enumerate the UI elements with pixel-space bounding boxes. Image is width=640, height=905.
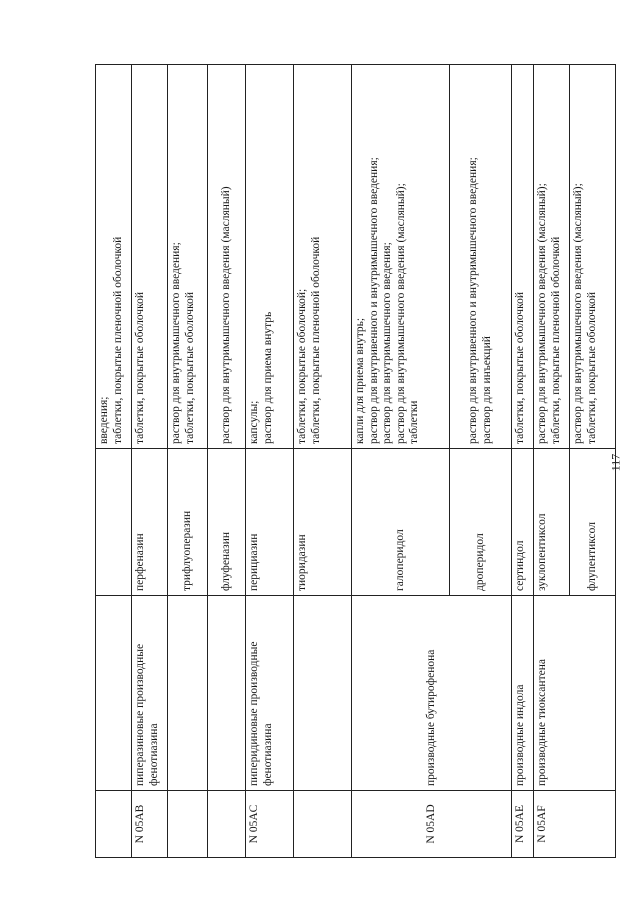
group-cell — [96, 596, 132, 791]
drug-name-cell — [450, 449, 512, 596]
group-name: производные бутирофенона — [424, 649, 437, 786]
drug-name-cell — [534, 449, 570, 596]
table-row — [294, 65, 352, 858]
atc-code-cell — [534, 791, 616, 858]
dosage-form-line: раствор для приема внутрь — [261, 311, 274, 444]
drug-registry-table — [95, 64, 616, 858]
dosage-form-line: раствор для инъекций — [480, 336, 493, 444]
drug-name: перициазин — [248, 533, 260, 591]
table-row — [534, 65, 570, 858]
drug-name: сертиндол — [514, 540, 526, 591]
group-name: производные индола — [514, 684, 526, 786]
atc-code: N 05AD — [424, 804, 437, 844]
atc-code-cell — [512, 791, 534, 858]
dosage-form-line: таблетки, покрытые пленочной оболочкой — [111, 236, 124, 444]
dosage-form-line: раствор для внутривенного и внутримышечного введения; — [466, 157, 479, 444]
table-row — [96, 65, 132, 858]
group-cell — [352, 596, 512, 791]
dosage-forms-cell — [294, 65, 352, 449]
group-name: пиперазиновые производные фенотиазина — [134, 643, 160, 786]
atc-code-cell — [168, 791, 208, 858]
drug-name: галоперидол — [393, 529, 406, 591]
atc-code-cell — [352, 791, 512, 858]
group-cell — [246, 596, 294, 791]
dosage-form-line: таблетки, покрытые оболочкой — [134, 292, 146, 444]
group-cell — [512, 596, 534, 791]
dosage-forms-cell — [168, 65, 208, 449]
drug-name-cell — [352, 449, 450, 596]
drug-name-cell — [96, 449, 132, 596]
dosage-form-line: раствор для внутримышечного введения (масляный); — [394, 183, 407, 444]
drug-name-cell — [294, 449, 352, 596]
drug-name: трифлуоперазин — [180, 510, 193, 591]
atc-code-cell — [246, 791, 294, 858]
dosage-form-line: раствор для внутримышечного введения (масляный); — [572, 183, 584, 444]
table-row — [168, 65, 208, 858]
dosage-forms-cell — [246, 65, 294, 449]
atc-code: N 05AF — [536, 805, 548, 843]
atc-code-cell — [132, 791, 168, 858]
drug-name-cell — [246, 449, 294, 596]
drug-name: тиоридазин — [296, 534, 308, 591]
atc-code-cell — [96, 791, 132, 858]
dosage-forms-cell — [208, 65, 246, 449]
drug-name: флупентиксол — [585, 522, 598, 591]
dosage-forms-cell — [570, 65, 616, 449]
dosage-form-line: таблетки, покрытые оболочкой — [585, 292, 598, 444]
dosage-form-line: таблетки, покрытые пленочной оболочкой — [549, 236, 562, 444]
group-cell — [132, 596, 168, 791]
drug-name: дроперидол — [473, 533, 486, 591]
dosage-form-line: раствор для внутримышечного введения; — [170, 242, 182, 444]
dosage-form-line: раствор для внутривенного и внутримышечного введения; — [367, 157, 380, 444]
atc-code-cell — [294, 791, 352, 858]
dosage-forms-cell — [512, 65, 534, 449]
drug-name-cell — [208, 449, 246, 596]
drug-name: зуклопентиксол — [536, 513, 548, 591]
dosage-form-line: раствор для внутримышечного введения (масляный); — [536, 183, 548, 444]
dosage-form-line: раствор для внутримышечного введения; — [381, 242, 394, 444]
table-row — [208, 65, 246, 858]
drug-name: флуфеназин — [219, 531, 232, 591]
group-cell — [208, 596, 246, 791]
group-name: производные тиоксантена — [536, 659, 548, 786]
atc-code: N 05AE — [514, 805, 526, 844]
rotated-table-container — [95, 65, 598, 858]
atc-code: N 05AB — [134, 804, 146, 844]
atc-code: N 05AC — [248, 804, 260, 844]
table-row — [352, 65, 450, 858]
dosage-form-line: раствор для внутримышечного введения (масляный) — [219, 186, 232, 444]
group-cell — [168, 596, 208, 791]
drug-name-cell — [512, 449, 534, 596]
dosage-form-line: капли для приема внутрь; — [354, 317, 366, 444]
dosage-form-line: таблетки, покрытые оболочкой; — [296, 288, 308, 444]
dosage-forms-cell — [450, 65, 512, 449]
group-cell — [294, 596, 352, 791]
table-row — [132, 65, 168, 858]
atc-code-cell — [208, 791, 246, 858]
group-name: пиперидиновые производные фенотиазина — [248, 641, 274, 786]
drug-name: перфеназин — [134, 533, 146, 591]
dosage-form-line: таблетки, покрытые пленочной оболочкой — [309, 236, 322, 444]
dosage-form-line: таблетки — [408, 400, 421, 444]
dosage-forms-cell — [132, 65, 168, 449]
drug-name-cell — [132, 449, 168, 596]
dosage-form-line: введения; — [98, 396, 110, 444]
dosage-forms-cell — [96, 65, 132, 449]
page-number: 117 — [608, 453, 623, 472]
group-cell — [534, 596, 616, 791]
dosage-form-line: таблетки, покрытые оболочкой — [514, 292, 526, 444]
dosage-form-line: капсулы; — [248, 400, 260, 444]
table-row — [246, 65, 294, 858]
drug-name-cell — [168, 449, 208, 596]
dosage-forms-cell — [352, 65, 450, 449]
dosage-form-line: таблетки, покрытые оболочкой — [183, 292, 196, 444]
table-row — [512, 65, 534, 858]
dosage-forms-cell — [534, 65, 570, 449]
